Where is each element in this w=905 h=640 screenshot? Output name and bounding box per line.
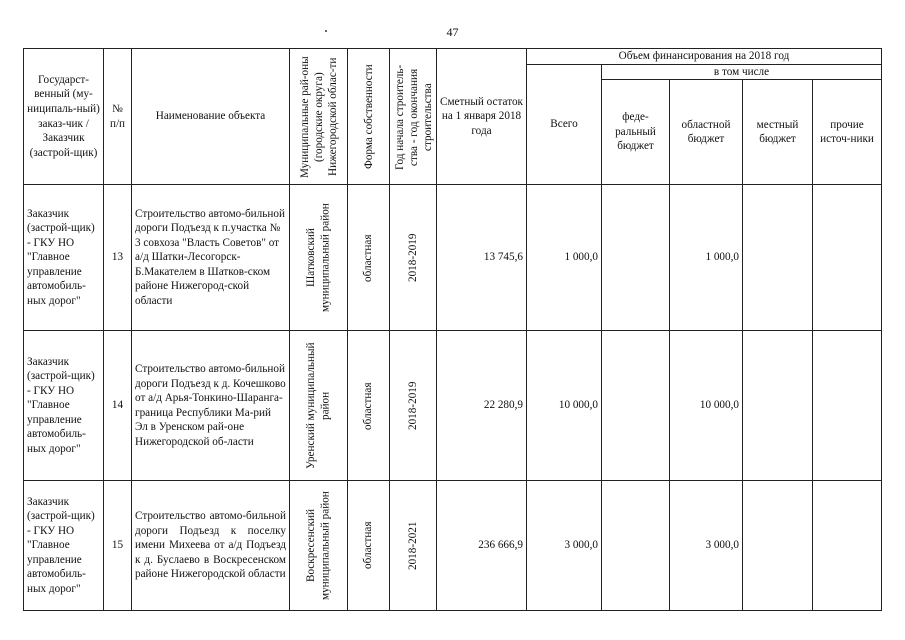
row-ownership: областная [348,331,390,481]
header-years: Год начала строитель-ства - год окончания строительства [390,49,437,185]
header-balance: Сметный остаток на 1 января 2018 года [437,49,527,185]
header-funding-group: Объем финансирования на 2018 год [527,49,882,65]
row-object-name: Строительство автомо-бильной дороги Подъезд к п.участка № 3 совхоза "Власть Советов" от а/д Шатки-Лесогорск-Б.Макателем в Шатков-ском районе Нижегород-ской области [132,185,290,331]
row-balance: 22 280,9 [437,331,527,481]
row-local [743,185,813,331]
row-total: 10 000,0 [527,331,602,481]
row-municipality: Воскресенский муниципальный район [290,481,348,611]
table-row [24,185,882,331]
row-customer: Заказчик (застрой-щик) - ГКУ НО "Главное управление автомобиль-ных дорог" [24,331,104,481]
row-years: 2018-2019 [390,331,437,481]
row-object-name: Строительство автомо-бильной дороги Подъезд к поселку имени Михеева от а/д Подъезд к д. Буслаево в Воскресенском районе Нижегородской области [132,481,290,611]
row-regional: 1 000,0 [670,185,743,331]
header-regional: областной бюджет [670,80,743,185]
investment-table [23,48,882,611]
row-object-name: Строительство автомо-бильной дороги Подъезд к д. Кочешково от а/д Арья-Тонкино-Шаранга-граница Республики Ма-рий Эл в Уренском рай-оне Нижегородской об-ласти [132,331,290,481]
row-balance: 13 745,6 [437,185,527,331]
header-federal: феде-ральный бюджет [602,80,670,185]
header-object-name: Наименование объекта [132,49,290,185]
row-other [813,481,882,611]
row-other [813,331,882,481]
header-total: Всего [527,64,602,185]
row-total: 1 000,0 [527,185,602,331]
row-total: 3 000,0 [527,481,602,611]
page-number: 47 [446,25,459,39]
row-regional: 10 000,0 [670,331,743,481]
row-municipality: Уренский муниципальный район [290,331,348,481]
row-num: 15 [104,481,132,611]
row-years: 2018-2021 [390,481,437,611]
row-customer: Заказчик (застрой-щик) - ГКУ НО "Главное управление автомобиль-ных дорог" [24,481,104,611]
row-years: 2018-2019 [390,185,437,331]
header-including: в том числе [602,64,882,80]
row-balance: 236 666,9 [437,481,527,611]
header-customer: Государст-венный (му-ниципаль-ный) заказ-чик / Заказчик (застрой-щик) [24,49,104,185]
row-local [743,331,813,481]
row-ownership: областная [348,481,390,611]
row-federal [602,185,670,331]
row-local [743,481,813,611]
row-federal [602,481,670,611]
row-customer: Заказчик (застрой-щик) - ГКУ НО "Главное управление автомобиль-ных дорог" [24,185,104,331]
header-municipality: Муниципальные рай-оны (городские округа) Нижегородской облас-ти [290,49,348,185]
header-other: прочие источ-ники [813,80,882,185]
header-ownership: Форма собственности [348,49,390,185]
row-other [813,185,882,331]
row-num: 14 [104,331,132,481]
header-local: местный бюджет [743,80,813,185]
table-row [24,331,882,481]
row-num: 13 [104,185,132,331]
scan-speck [325,30,327,32]
row-ownership: областная [348,185,390,331]
row-federal [602,331,670,481]
table-row [24,481,882,611]
header-num: № п/п [104,49,132,185]
row-regional: 3 000,0 [670,481,743,611]
row-municipality: Шатковский муниципальный район [290,185,348,331]
